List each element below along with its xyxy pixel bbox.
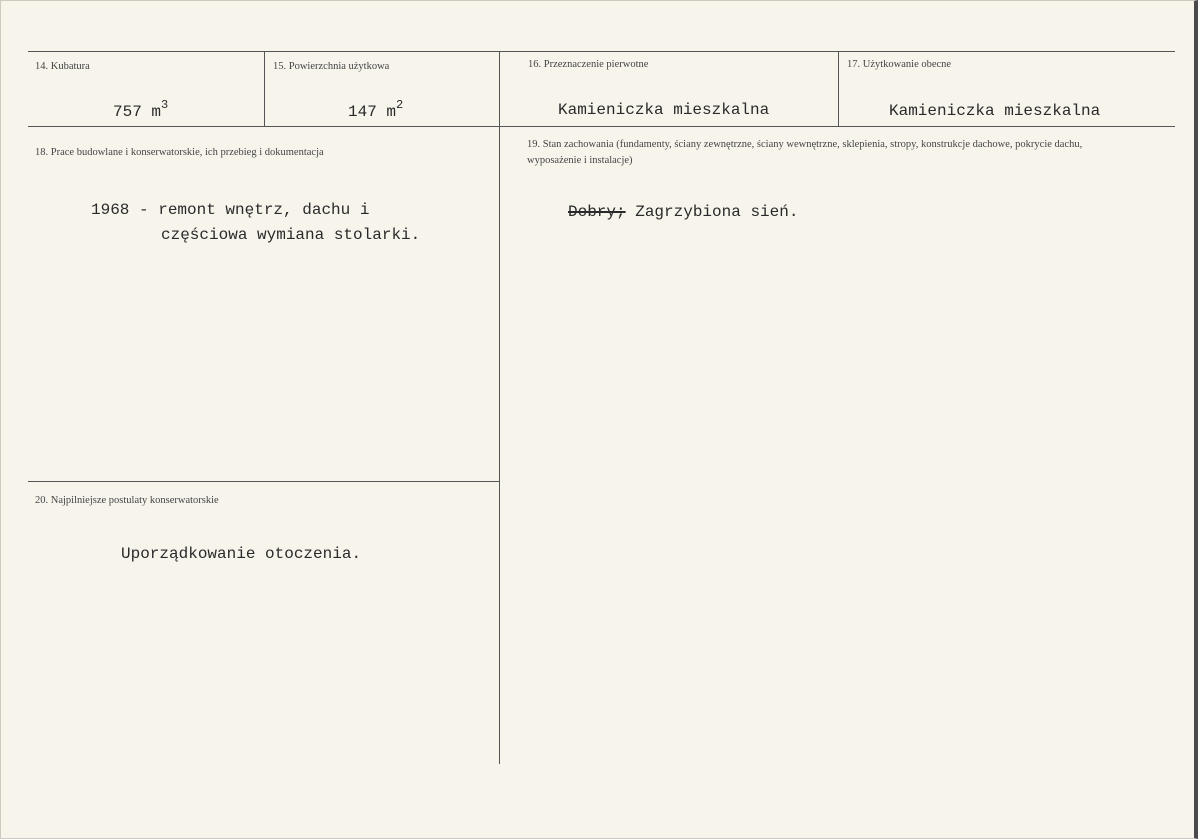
f20-top-rule [28,481,500,482]
row1-bottom-rule [28,126,1175,127]
f20-label: 20. Najpilniejsze postulaty konserwatorskie [35,495,219,506]
f15-number: 147 m [348,103,397,121]
divider-16-17 [838,51,839,126]
f15-unit-sup: 2 [396,98,404,112]
f19-struck-text: Dobry; [568,203,626,221]
f19-label: 19. Stan zachowania (fundamenty, ściany zewnętrzne, ściany wewnętrzne, sklepienia, stropy, konstrukcje dachowe, pokrycie dachu, wyposażenie i instalacje) [527,139,1083,166]
f14-label: 14. Kubatura [35,61,90,72]
f16-label: 16. Przeznaczenie pierwotne [528,59,649,70]
f15-value [348,98,403,121]
f20-value: Uporządkowanie otoczenia. [121,545,362,563]
f15-label: 15. Powierzchnia użytkowa [273,61,390,72]
f14-number: 757 m [113,103,162,121]
f18-line1: 1968 - remont wnętrz, dachu i [91,201,370,219]
f14-unit-sup: 3 [161,98,169,112]
f19-value: Zagrzybiona sień. [635,203,799,221]
f18-label: 18. Prace budowlane i konserwatorskie, ich przebieg i dokumentacja [35,147,324,158]
divider-main [499,51,500,764]
divider-14-15 [264,51,265,126]
f19-value-line [568,203,798,221]
f14-value [113,98,168,121]
f17-value: Kamieniczka mieszkalna [889,102,1101,120]
f16-value: Kamieniczka mieszkalna [558,101,770,119]
f17-label: 17. Użytkowanie obecne [847,59,952,70]
top-rule [28,51,1175,52]
f18-line2: częściowa wymiana stolarki. [161,226,421,244]
